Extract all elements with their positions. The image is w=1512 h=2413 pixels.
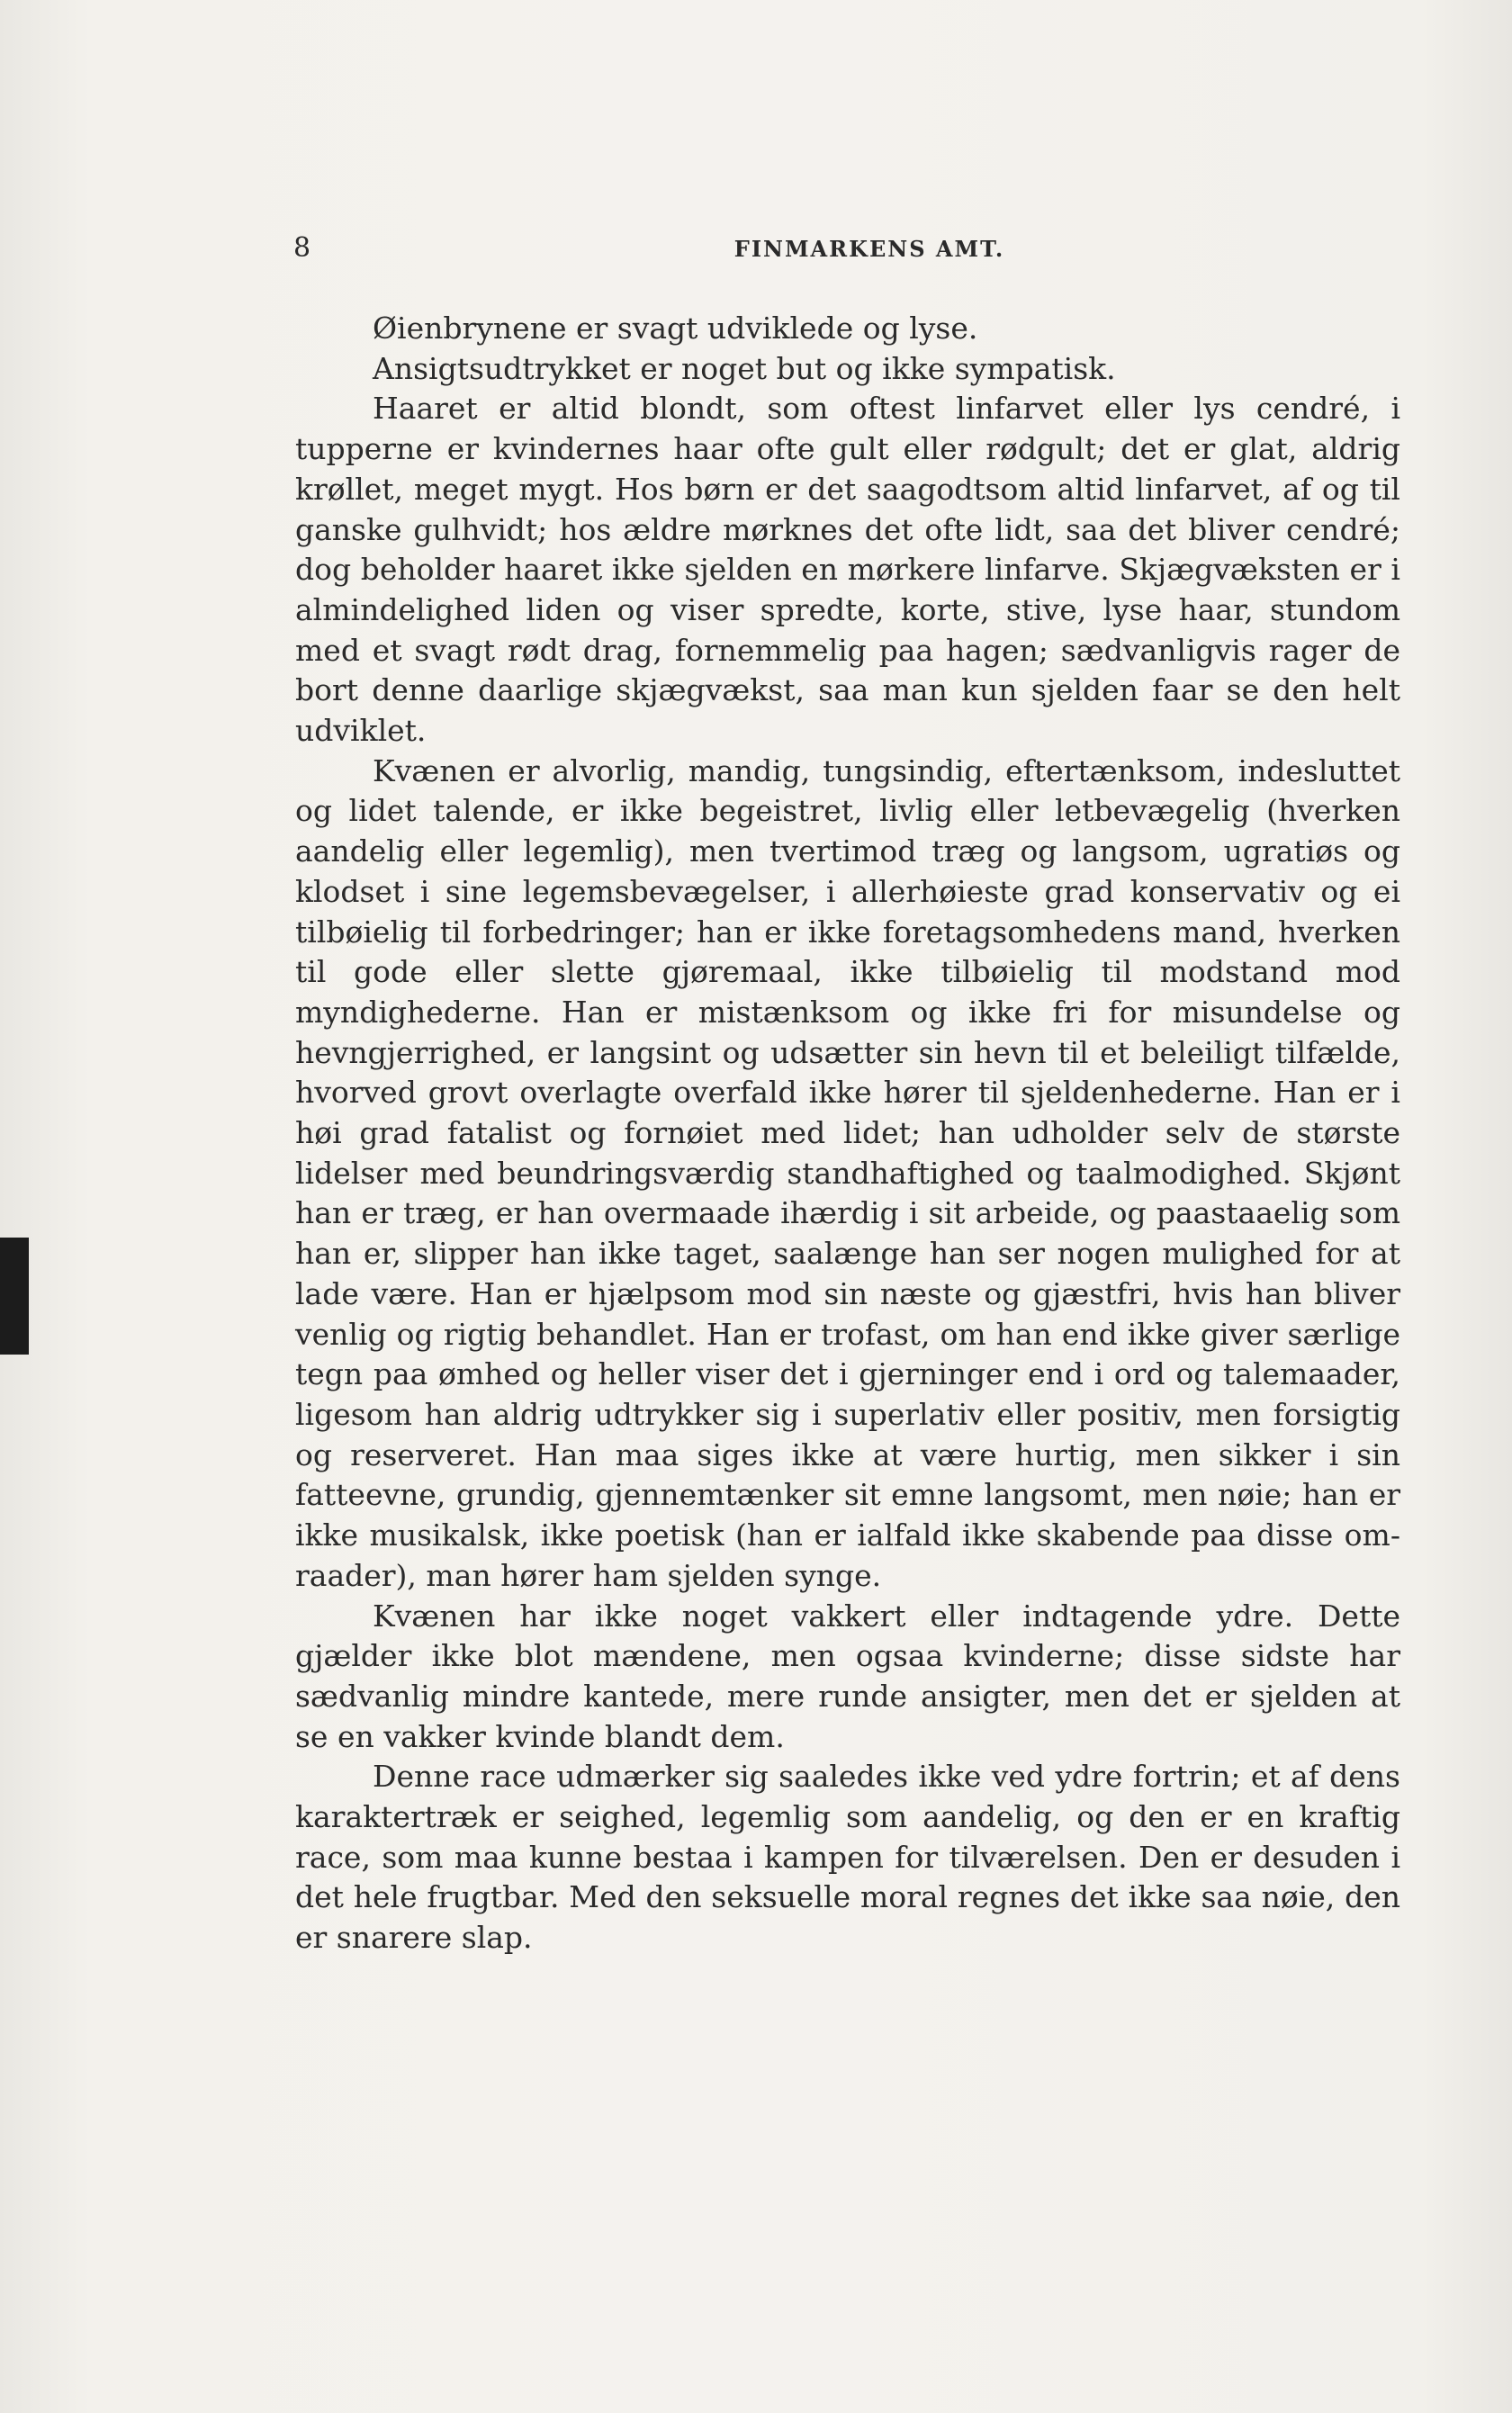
paragraph-hair: Haaret er altid blondt, som oftest linfarvet eller lys cendré, i tupperne er kvindernes haar ofte gult eller rødgult; det er glat, aldrig krøllet, meget mygt. Hos børn er det saagodtsom altid linfarvet, af og til ganske gulhvidt; hos ældre mørknes det ofte lidt, saa det bliver cendré; dog beholder haaret ikke sjelden en mørkere linfarve. Skjægvæksten er i almindelighed liden og viser spredte, korte, stive, lyse haar, stundom med et svagt rødt drag, fornemmelig paa hagen; sædvanligvis rager de bort denne daarlige skjægvækst, saa man kun sjelden faar se den helt udviklet. [295,391,1400,749]
page-number: 8 [293,232,312,264]
paragraph-eyebrows: Øienbrynene er svagt udviklede og lyse. [373,311,978,346]
paragraph-appearance: Kvænen har ikke noget vakkert eller indtagende ydre. Dette gjælder ikke blot mændene, men ogsaa kvinderne; disse sidste har sædvanlig mindre kantede, mere runde ansigter, men det er sjelden at se en vakker kvinde blandt dem. [295,1598,1400,1754]
binding-mark [0,1238,29,1355]
paragraph-character: Kvænen er alvorlig, mandig, tungsindig, eftertænksom, indesluttet og lidet talende, er ikke begeistret, livlig eller letbevægelig (hverken aandelig eller legemlig), men tvertimod træg og langsom, ugratiøs og klodset i sine legemsbevægelser, i allerhøieste grad konservativ og ei tilbøielig til forbedringer; han er ikke foretagsomhedens mand, hverken til gode eller slette gjøremaal, ikke tilbøielig til modstand mod myndighederne. Han er mistænksom og ikke fri for misundelse og hevngjerrighed, er langsint og udsætter sin hevn til et beleiligt tilfælde, hvorved grovt overlagte overfald ikke hører til sjeldenhederne. Han er i høi grad fatalist og fornøiet med lidet; han udholder selv de største lidelser med beundringsværdig standhaftighed og taalmodighed. Skjønt han er træg, er han overmaade ihærdig i sit arbeide, og paastaaelig som han er, slipper han ikke taget, saalænge han ser nogen mulighed for at lade være. Han er hjælpsom mod sin næste og gjæstfri, hvis han bliver venlig og rigtig behandlet. Han er trofast, om han end ikke giver særlige tegn paa ømhed og heller viser det i gjerninger end i ord og talemaader, ligesom han aldrig udtrykker sig i superlativ eller positiv, men forsigtig og reserveret. Han maa siges ikke at være hurtig, men sikker i sin fatteevne, grundig, gjennemtænker sit emne langsomt, men nøie; han er ikke musikalsk, ikke poetisk (han er ialfald ikke skabende paa disse omraader), man hører ham sjelden synge. [295,752,1400,1593]
paragraph-expression: Ansigtsudtrykket er noget but og ikke sympatisk. [373,350,1116,386]
body-text [295,309,1400,1958]
paragraph-race: Denne race udmærker sig saaledes ikke ved ydre fortrin; et af dens karaktertræk er seighed, legemlig som aandelig, og den er en kraftig race, som maa kunne bestaa i kampen for tilværelsen. Den er desuden i det hele frugtbar. Med den seksuelle moral regnes det ikke saa nøie, den er snarere slap. [295,1759,1400,1956]
page-header [293,232,1409,268]
running-title: FINMARKENS AMT. [734,236,1005,262]
